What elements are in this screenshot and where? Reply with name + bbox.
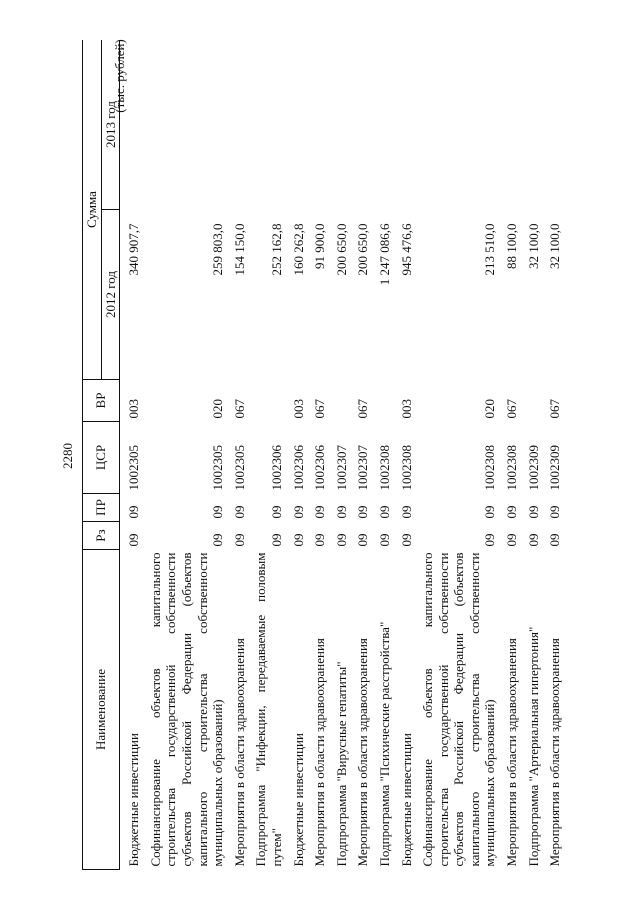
cell-vr: 067 bbox=[231, 399, 247, 419]
header-vr: ВР bbox=[83, 380, 120, 422]
cell-csr: 1002306 bbox=[268, 445, 284, 491]
page-number-text: 2280 bbox=[60, 443, 75, 469]
cell-name: Мероприятия в области здравоохранения bbox=[504, 638, 520, 867]
cell-rz: 09 bbox=[482, 533, 498, 547]
cell-pr: 09 bbox=[547, 505, 563, 519]
cell-2013 bbox=[374, 40, 396, 210]
cell-rz: 09 bbox=[210, 533, 226, 547]
cell-vr bbox=[374, 380, 396, 422]
cell-name: Бюджетные инвестиции bbox=[398, 733, 414, 867]
cell-name: Подпрограмма "Инфекции, передаваемые половым путем" bbox=[253, 552, 284, 867]
cell-2013 bbox=[229, 40, 251, 210]
cell-vr: 003 bbox=[398, 399, 414, 419]
cell-pr: 09 bbox=[398, 505, 414, 519]
page-number bbox=[58, 426, 78, 486]
table-row bbox=[309, 40, 331, 870]
cell-2012: 340 907,7 bbox=[126, 223, 142, 276]
cell-csr: 1002308 bbox=[376, 445, 392, 491]
cell-rz: 09 bbox=[312, 533, 328, 547]
cell-2012: 252 162,8 bbox=[268, 223, 284, 276]
cell-csr: 1002309 bbox=[547, 445, 563, 491]
cell-csr: 1002308 bbox=[398, 445, 414, 491]
cell-rz: 09 bbox=[525, 533, 541, 547]
cell-pr: 09 bbox=[525, 505, 541, 519]
cell-rz: 09 bbox=[376, 533, 392, 547]
rotated-table-area bbox=[82, 40, 572, 870]
cell-pr: 09 bbox=[210, 505, 226, 519]
header-sum: Сумма bbox=[83, 40, 102, 380]
cell-name: Софинансирование объектов капитального строительства государственной собственности субъектов Российской Федерации (объектов капитального строительства собственности муниципальных образований) bbox=[420, 552, 498, 867]
cell-2012: 1 247 086,6 bbox=[376, 223, 392, 286]
cell-name: Бюджетные инвестиции bbox=[126, 733, 142, 867]
header-csr: ЦСР bbox=[83, 422, 120, 494]
cell-2013 bbox=[396, 40, 418, 210]
cell-2012: 213 510,0 bbox=[482, 223, 498, 276]
cell-pr: 09 bbox=[333, 505, 349, 519]
cell-2012: 259 803,0 bbox=[210, 223, 226, 276]
cell-vr bbox=[523, 380, 545, 422]
cell-vr: 020 bbox=[210, 399, 226, 419]
cell-vr bbox=[331, 380, 353, 422]
table-row bbox=[120, 40, 145, 870]
cell-2012: 32 100,0 bbox=[547, 223, 563, 269]
cell-rz: 09 bbox=[231, 533, 247, 547]
cell-csr: 1002305 bbox=[231, 445, 247, 491]
cell-name: Подпрограмма "Вирусные гепатиты" bbox=[333, 661, 349, 867]
cell-2013 bbox=[352, 40, 374, 210]
cell-name: Мероприятия в области здравоохранения bbox=[231, 638, 247, 867]
cell-name: Мероприятия в области здравоохранения bbox=[547, 638, 563, 867]
cell-vr: 067 bbox=[312, 399, 328, 419]
cell-2012: 32 100,0 bbox=[525, 223, 541, 269]
header-pr: ПР bbox=[83, 494, 120, 522]
cell-pr: 09 bbox=[231, 505, 247, 519]
table-row bbox=[145, 40, 229, 870]
cell-vr: 020 bbox=[482, 399, 498, 419]
cell-rz: 09 bbox=[547, 533, 563, 547]
cell-2013 bbox=[250, 40, 287, 210]
cell-name: Мероприятия в области здравоохранения bbox=[312, 638, 328, 867]
cell-vr: 067 bbox=[547, 399, 563, 419]
cell-2013 bbox=[544, 40, 566, 210]
cell-2013 bbox=[288, 40, 310, 210]
cell-vr: 003 bbox=[126, 399, 142, 419]
table-row bbox=[501, 40, 523, 870]
table-body bbox=[120, 40, 566, 870]
cell-2013 bbox=[523, 40, 545, 210]
cell-pr: 09 bbox=[504, 505, 520, 519]
header-rz: Рз bbox=[83, 522, 120, 550]
cell-2013 bbox=[417, 40, 501, 210]
cell-csr: 1002307 bbox=[333, 445, 349, 491]
cell-name: Подпрограмма "Артериальная гипертония" bbox=[525, 626, 541, 867]
table-row bbox=[544, 40, 566, 870]
cell-pr: 09 bbox=[355, 505, 371, 519]
cell-name: Софинансирование объектов капитального строительства государственной собственности субъектов Российской Федерации (объектов капитального строительства собственности муниципальных образований) bbox=[147, 552, 226, 867]
cell-2013 bbox=[309, 40, 331, 210]
header-year-2012: 2012 год bbox=[101, 210, 120, 380]
cell-rz: 09 bbox=[355, 533, 371, 547]
cell-csr: 1002308 bbox=[504, 445, 520, 491]
cell-name: Подпрограмма "Психические расстройства" bbox=[376, 621, 392, 867]
cell-rz: 09 bbox=[333, 533, 349, 547]
table-row bbox=[396, 40, 418, 870]
cell-csr: 1002306 bbox=[290, 445, 306, 491]
cell-rz: 09 bbox=[290, 533, 306, 547]
cell-2012: 200 650,0 bbox=[333, 223, 349, 276]
cell-name: Мероприятия в области здравоохранения bbox=[355, 638, 371, 867]
cell-pr: 09 bbox=[290, 505, 306, 519]
cell-pr: 09 bbox=[126, 505, 142, 519]
table-row bbox=[250, 40, 287, 870]
table-row bbox=[288, 40, 310, 870]
cell-pr: 09 bbox=[268, 505, 284, 519]
table-row bbox=[374, 40, 396, 870]
table-row bbox=[523, 40, 545, 870]
cell-2013 bbox=[145, 40, 229, 210]
header-year-2013: 2013 год bbox=[101, 40, 120, 210]
table-row bbox=[229, 40, 251, 870]
units-text: (тыс. рублей) bbox=[112, 39, 128, 113]
cell-2013 bbox=[120, 40, 145, 210]
cell-csr: 1002307 bbox=[355, 445, 371, 491]
cell-csr: 1002305 bbox=[126, 445, 142, 491]
cell-2013 bbox=[501, 40, 523, 210]
cell-vr bbox=[250, 380, 287, 422]
cell-rz: 09 bbox=[398, 533, 414, 547]
cell-2012: 160 262,8 bbox=[290, 223, 306, 276]
cell-csr: 1002308 bbox=[482, 445, 498, 491]
cell-name: Бюджетные инвестиции bbox=[290, 733, 306, 867]
cell-pr: 09 bbox=[376, 505, 392, 519]
cell-vr: 003 bbox=[290, 399, 306, 419]
cell-pr: 09 bbox=[482, 505, 498, 519]
cell-2012: 945 476,6 bbox=[398, 223, 414, 276]
cell-rz: 09 bbox=[504, 533, 520, 547]
cell-2012: 200 650,0 bbox=[355, 223, 371, 276]
table-row bbox=[352, 40, 374, 870]
cell-vr: 067 bbox=[504, 399, 520, 419]
header-name: Наименование bbox=[83, 550, 120, 870]
cell-vr: 067 bbox=[355, 399, 371, 419]
cell-2012: 154 150,0 bbox=[231, 223, 247, 276]
cell-csr: 1002309 bbox=[525, 445, 541, 491]
cell-2012: 88 100,0 bbox=[504, 223, 520, 269]
budget-table-container bbox=[82, 40, 572, 870]
cell-rz: 09 bbox=[126, 533, 142, 547]
cell-2012: 91 900,0 bbox=[312, 223, 328, 269]
table-header-row bbox=[83, 40, 102, 870]
cell-csr: 1002306 bbox=[312, 445, 328, 491]
cell-pr: 09 bbox=[312, 505, 328, 519]
cell-2013 bbox=[331, 40, 353, 210]
budget-table bbox=[82, 40, 566, 870]
cell-csr: 1002305 bbox=[210, 445, 226, 491]
cell-rz: 09 bbox=[268, 533, 284, 547]
table-row bbox=[331, 40, 353, 870]
table-row bbox=[417, 40, 501, 870]
